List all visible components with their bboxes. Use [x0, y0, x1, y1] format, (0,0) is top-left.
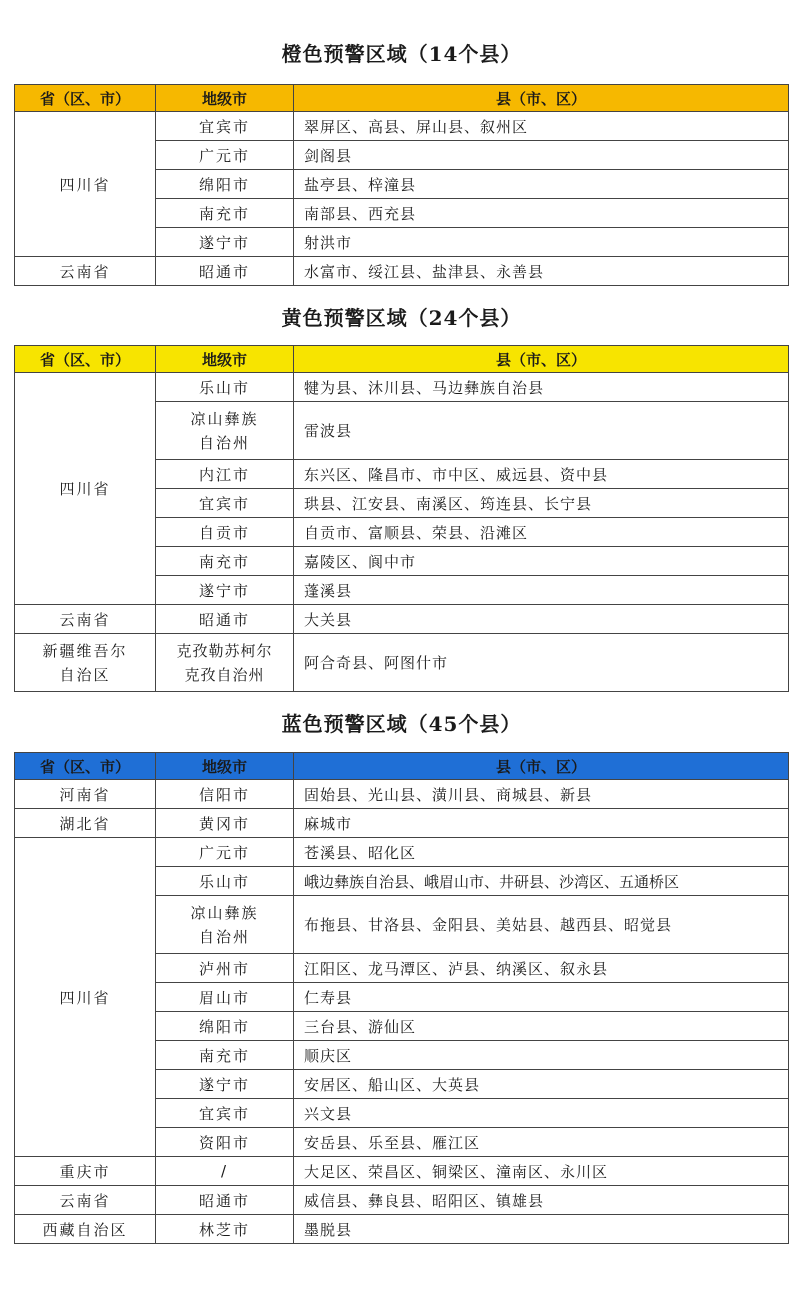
city-cell: 遂宁市 [156, 1070, 294, 1099]
province-cell: 湖北省 [15, 809, 156, 838]
province-cell: 重庆市 [15, 1157, 156, 1186]
blue-section-title: 蓝色预警区域（45个县） [281, 712, 522, 736]
city-cell [156, 634, 294, 692]
city-cell: 遂宁市 [156, 576, 294, 605]
table-row [15, 838, 789, 867]
table-row [15, 605, 789, 634]
province-cell: 云南省 [15, 1186, 156, 1215]
city-cell: 宜宾市 [156, 112, 294, 141]
yellow-section-title: 黄色预警区域（24个县） [281, 306, 522, 330]
city-cell: 广元市 [156, 838, 294, 867]
city-line-2: 克孜自治州 [184, 665, 265, 684]
city-cell: 南充市 [156, 199, 294, 228]
county-cell: 布拖县、甘洛县、金阳县、美姑县、越西县、昭觉县 [294, 896, 789, 954]
table-row [15, 257, 789, 286]
city-cell: 乐山市 [156, 867, 294, 896]
province-cell: 西藏自治区 [15, 1215, 156, 1244]
city-line-2: 自治州 [198, 433, 250, 452]
city-line-1: 凉山彝族 [190, 903, 259, 922]
county-cell: 兴文县 [294, 1099, 789, 1128]
county-cell: 翠屏区、高县、屏山县、叙州区 [294, 112, 789, 141]
county-cell: 阿合奇县、阿图什市 [294, 634, 789, 692]
city-cell: 昭通市 [156, 605, 294, 634]
table-header-row [15, 85, 789, 112]
province-line-2: 自治区 [59, 665, 111, 684]
county-cell: 射洪市 [294, 228, 789, 257]
city-cell: 自贡市 [156, 518, 294, 547]
county-cell: 麻城市 [294, 809, 789, 838]
table-row [15, 1157, 789, 1186]
table-header-row [15, 346, 789, 373]
county-cell: 自贡市、富顺县、荣县、沿滩区 [294, 518, 789, 547]
city-cell [156, 402, 294, 460]
county-cell: 南部县、西充县 [294, 199, 789, 228]
city-cell: 昭通市 [156, 257, 294, 286]
county-cell: 仁寿县 [294, 983, 789, 1012]
county-cell: 江阳区、龙马潭区、泸县、纳溪区、叙永县 [294, 954, 789, 983]
header-county: 县（市、区） [294, 346, 789, 373]
city-line-1: 凉山彝族 [190, 409, 259, 428]
county-cell: 东兴区、隆昌市、市中区、威远县、资中县 [294, 460, 789, 489]
city-cell: 南充市 [156, 1041, 294, 1070]
header-city: 地级市 [156, 753, 294, 780]
city-line-2: 自治州 [198, 927, 250, 946]
city-line-1: 克孜勒苏柯尔 [176, 641, 273, 660]
city-cell: 资阳市 [156, 1128, 294, 1157]
city-cell: 宜宾市 [156, 1099, 294, 1128]
city-cell: 昭通市 [156, 1186, 294, 1215]
city-cell: 眉山市 [156, 983, 294, 1012]
header-county: 县（市、区） [294, 85, 789, 112]
city-cell: 林芝市 [156, 1215, 294, 1244]
county-cell: 犍为县、沐川县、马边彝族自治县 [294, 373, 789, 402]
county-cell: 大足区、荣昌区、铜梁区、潼南区、永川区 [294, 1157, 789, 1186]
city-cell: 南充市 [156, 547, 294, 576]
county-cell: 墨脱县 [294, 1215, 789, 1244]
header-province: 省（区、市） [15, 346, 156, 373]
table-row [15, 634, 789, 692]
county-cell: 峨边彝族自治县、峨眉山市、井研县、沙湾区、五通桥区 [294, 867, 789, 896]
city-cell: 宜宾市 [156, 489, 294, 518]
province-cell: 云南省 [15, 257, 156, 286]
city-cell: 乐山市 [156, 373, 294, 402]
header-city: 地级市 [156, 85, 294, 112]
table-row [15, 1186, 789, 1215]
city-cell: 遂宁市 [156, 228, 294, 257]
county-cell: 盐亭县、梓潼县 [294, 170, 789, 199]
yellow-warning-table [14, 345, 789, 692]
city-cell: 泸州市 [156, 954, 294, 983]
header-province: 省（区、市） [15, 85, 156, 112]
blue-warning-table [14, 752, 789, 1244]
county-cell: 珙县、江安县、南溪区、筠连县、长宁县 [294, 489, 789, 518]
province-cell: 四川省 [15, 112, 156, 257]
city-cell: 信阳市 [156, 780, 294, 809]
header-city: 地级市 [156, 346, 294, 373]
county-cell: 固始县、光山县、潢川县、商城县、新县 [294, 780, 789, 809]
header-province: 省（区、市） [15, 753, 156, 780]
province-cell: 云南省 [15, 605, 156, 634]
table-header-row [15, 753, 789, 780]
orange-section-title: 橙色预警区域（14个县） [281, 42, 522, 66]
county-cell: 安居区、船山区、大英县 [294, 1070, 789, 1099]
table-row [15, 112, 789, 141]
city-cell: 广元市 [156, 141, 294, 170]
city-cell: / [156, 1157, 294, 1186]
county-cell: 水富市、绥江县、盐津县、永善县 [294, 257, 789, 286]
province-line-1: 新疆维吾尔 [42, 641, 128, 660]
county-cell: 蓬溪县 [294, 576, 789, 605]
table-row [15, 373, 789, 402]
county-cell: 安岳县、乐至县、雁江区 [294, 1128, 789, 1157]
province-cell [15, 634, 156, 692]
orange-warning-table [14, 84, 789, 286]
table-row [15, 780, 789, 809]
city-cell: 内江市 [156, 460, 294, 489]
city-cell [156, 896, 294, 954]
province-cell: 河南省 [15, 780, 156, 809]
city-cell: 绵阳市 [156, 1012, 294, 1041]
county-cell: 威信县、彝良县、昭阳区、镇雄县 [294, 1186, 789, 1215]
county-cell: 剑阁县 [294, 141, 789, 170]
county-cell: 大关县 [294, 605, 789, 634]
county-cell: 三台县、游仙区 [294, 1012, 789, 1041]
table-row [15, 809, 789, 838]
city-cell: 黄冈市 [156, 809, 294, 838]
city-cell: 绵阳市 [156, 170, 294, 199]
province-cell: 四川省 [15, 373, 156, 605]
table-row [15, 1215, 789, 1244]
header-county: 县（市、区） [294, 753, 789, 780]
county-cell: 嘉陵区、阆中市 [294, 547, 789, 576]
province-cell: 四川省 [15, 838, 156, 1157]
county-cell: 顺庆区 [294, 1041, 789, 1070]
county-cell: 苍溪县、昭化区 [294, 838, 789, 867]
county-cell: 雷波县 [294, 402, 789, 460]
